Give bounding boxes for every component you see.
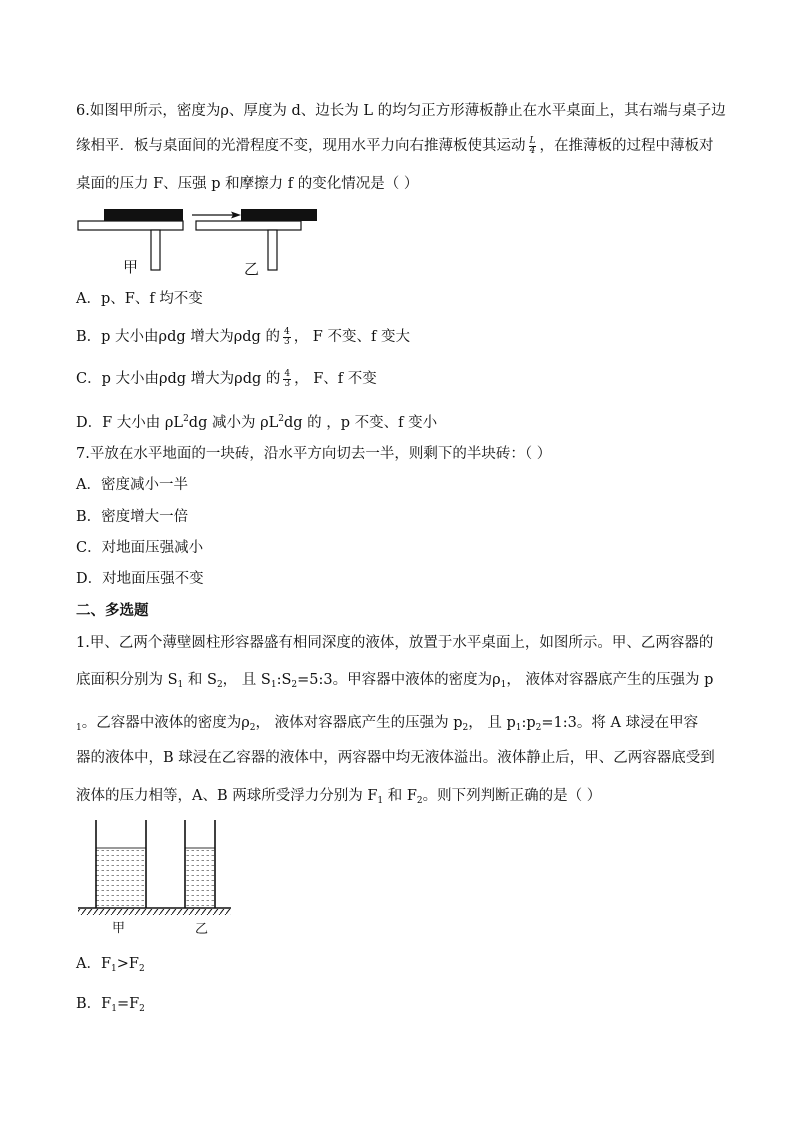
- ground-hatch: [78, 909, 231, 915]
- q7-option-b: B．密度增大一倍: [76, 509, 189, 525]
- fraction-4-over-3: $\frac{4}{3}$: [284, 368, 291, 389]
- board-a: [104, 209, 183, 221]
- q6-option-d: D．F 大小由 $\rho L^2dg$ 减小为 $\rho L^2dg$ 的 ，p 不变、f 变小: [76, 414, 438, 431]
- q6-option-b: B．p 大小由ρdg 增大为ρdg 的 $\frac{4}{3}$ ， F 不变、f 变大: [76, 326, 410, 347]
- m1-option-a: A．$F_1>F_2$: [76, 956, 145, 974]
- section-title-multi-choice: 二、多选题: [76, 603, 149, 619]
- q6-stem-line-1: [76, 101, 726, 121]
- figure-label-yi: 乙: [195, 922, 209, 937]
- table-top-a: [78, 221, 183, 230]
- m1-stem-line-5: 液体的压力相等，A、B 两球所受浮力分别为 $F_1$ 和 $F_2$。则下列判断正确的是（ ）: [76, 788, 602, 806]
- board-b: [241, 209, 317, 221]
- fraction-l-over-4: $\frac{L}{4}$: [529, 135, 536, 156]
- q6-text: 6.如图甲所示，密度为ρ、厚度为 d、边长为 L 的均匀正方形薄板静止在水平桌面上，其右端与桌子边: [76, 103, 726, 119]
- q6-option-c: C．p 大小由ρdg 增大为ρdg 的 $\frac{4}{3}$ ， F、f 不变: [76, 368, 377, 389]
- q6-stem-line-3: [76, 174, 726, 194]
- m1-figure-containers: [76, 818, 236, 922]
- q7-option-d: D．对地面压强不变: [76, 571, 204, 587]
- m1-stem-line-2: 底面积分别为 $S_1$ 和 $S_2$， 且 $S_1:S_2=5:3$。甲容器中液体的密度为$\rho_1$， 液体对容器底产生的压强为 p: [76, 672, 714, 690]
- m1-stem-line-3: $_1$。乙容器中液体的密度为$\rho_2$， 液体对容器底产生的压强为 $p_2$， 且 $p_1:p_2=1:3$。将 A 球浸在甲容: [76, 715, 699, 733]
- figure-label-jia: 甲: [112, 921, 126, 936]
- q6-option-a: A．p、F、f 均不变: [76, 291, 203, 307]
- m1-stem-line-1: 1.甲、乙两个薄壁圆柱形容器盛有相同深度的液体，放置于水平桌面上，如图所示。甲、乙两容器的: [76, 635, 714, 651]
- q7-option-c: C．对地面压强减小: [76, 540, 204, 556]
- liquid-a: [96, 848, 146, 908]
- q6-text: ，在推薄板的过程中薄板对: [539, 138, 714, 154]
- fraction-4-over-3: $\frac{4}{3}$: [283, 326, 290, 347]
- figure-label-yi: 乙: [244, 260, 260, 278]
- figure-label-jia: 甲: [123, 258, 139, 276]
- table-leg-b: [268, 230, 277, 270]
- q6-figure-board-on-table: [76, 205, 326, 280]
- q7-stem: 7.平放在水平地面的一块砖，沿水平方向切去一半，则剩下的半块砖：（ ）: [76, 446, 552, 462]
- table-top-b: [196, 221, 301, 230]
- q6-stem-line-2: [76, 136, 726, 156]
- q7-option-a: A．密度减小一半: [76, 477, 188, 493]
- m1-stem-line-4: 器的液体中，B 球浸在乙容器的液体中，两容器中均无液体溢出。液体静止后，甲、乙两容器底受到: [76, 750, 715, 766]
- m1-option-b: B．$F_1=F_2$: [76, 996, 145, 1014]
- q6-text: 桌面的压力 F、压强 p 和摩擦力 f 的变化情况是（ ）: [76, 176, 419, 192]
- table-leg-a: [151, 230, 160, 270]
- liquid-b: [185, 848, 215, 908]
- q6-text: 缘相平．板与桌面间的光滑程度不变，现用水平力向右推薄板使其运动: [76, 138, 526, 154]
